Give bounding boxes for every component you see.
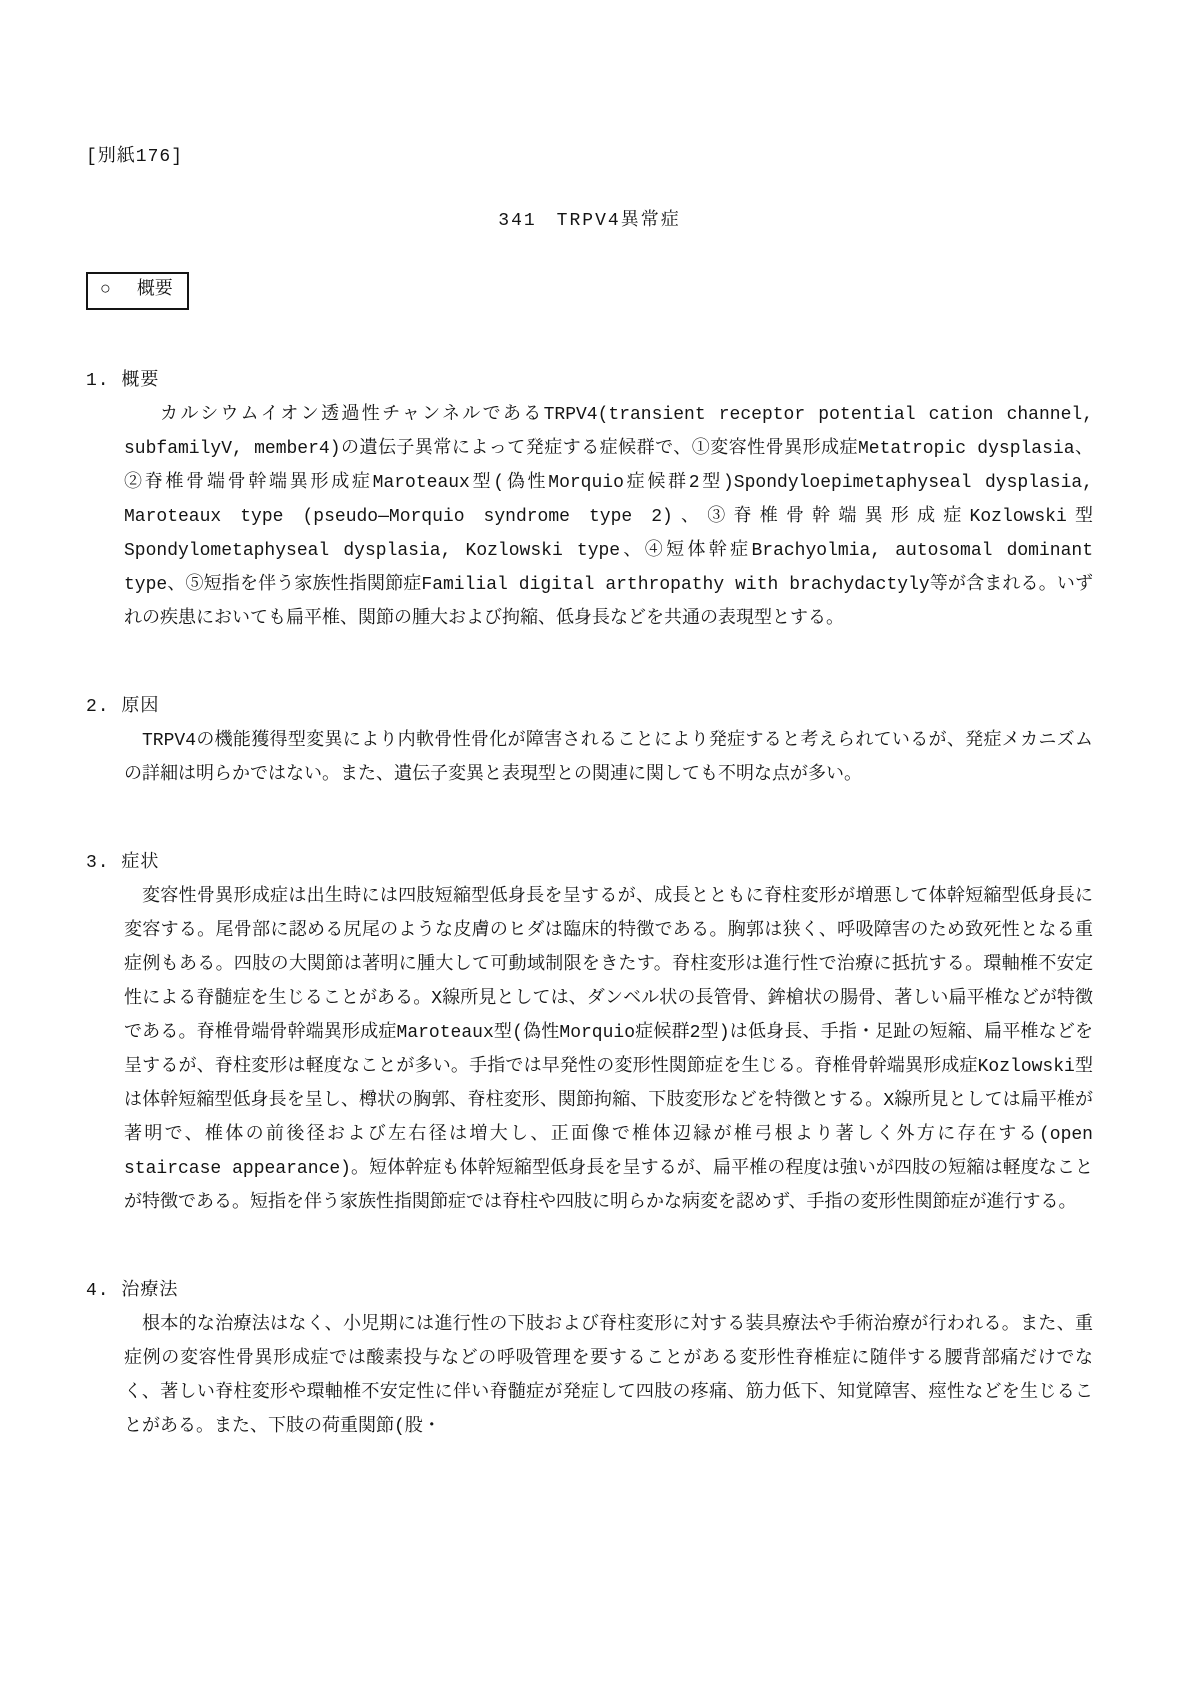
- section-treatment: [86, 1274, 1093, 1444]
- section-overview: [86, 364, 1093, 636]
- section-heading-treatment: 4. 治療法: [86, 1281, 179, 1301]
- section-cause: [86, 690, 1093, 792]
- section-body-cause: TRPV4の機能獲得型変異により内軟骨性骨化が障害されることにより発症すると考えられているが、発症メカニズムの詳細は明らかではない。また、遺伝子変異と表現型との関連に関しても不明な点が多い。: [124, 731, 1093, 785]
- overview-box-label: 概要: [136, 280, 173, 300]
- section-body-symptoms: 変容性骨異形成症は出生時には四肢短縮型低身長を呈するが、成長とともに脊柱変形が増悪して体幹短縮型低身長に変容する。尾骨部に認める尻尾のような皮膚のヒダは臨床的特徴である。胸郭は狭く、呼吸障害のため致死性となる重症例もある。四肢の大関節は著明に腫大して可動域制限をきたす。脊柱変形は進行性で治療に抵抗する。環軸椎不安定性による脊髄症を生じることがある。X線所見としては、ダンベル状の長管骨、鉾槍状の腸骨、著しい扁平椎などが特徴である。脊椎骨端骨幹端異形成症Maroteaux型(偽性Morquio症候群2型)は低身長、手指・足趾の短縮、扁平椎などを呈するが、脊柱変形は軽度なことが多い。手指では早発性の変形性関節症を生じる。脊椎骨幹端異形成症Kozlowski型は体幹短縮型低身長を呈し、樽状の胸郭、脊柱変形、関節拘縮、下肢変形などを特徴とする。X線所見としては扁平椎が著明で、椎体の前後径および左右径は増大し、正面像で椎体辺縁が椎弓根より著しく外方に存在する(open staircase appearance)。短体幹症も体幹短縮型低身長を呈するが、扁平椎の程度は強いが四肢の短縮は軽度なことが特徴である。短指を伴う家族性指関節症では脊柱や四肢に明らかな病変を認めず、手指の変形性関節症が進行する。: [124, 887, 1093, 1213]
- section-body-treatment: 根本的な治療法はなく、小児期には進行性の下肢および脊柱変形に対する装具療法や手術治療が行われる。また、重症例の変容性骨異形成症では酸素投与などの呼吸管理を要することがある変形性脊椎症に随伴する腰背部痛だけでなく、著しい脊柱変形や環軸椎不安定性に伴い脊髄症が発症して四肢の疼痛、筋力低下、知覚障害、痙性などを生じることがある。また、下肢の荷重関節(股・: [124, 1315, 1093, 1437]
- page-title: 341 TRPV4異常症: [498, 211, 681, 231]
- section-heading-symptoms: 3. 症状: [86, 853, 160, 873]
- overview-box: [86, 272, 189, 310]
- attachment-label: [別紙176]: [86, 147, 184, 167]
- section-heading-overview: 1. 概要: [86, 371, 160, 391]
- section-symptoms: [86, 846, 1093, 1220]
- section-body-overview: カルシウムイオン透過性チャンネルであるTRPV4(transient receptor potential cation channel, subfamilyV, member4)の遺伝子異常によって発症する症候群で、①変容性骨異形成症Metatropic dysplasia、②脊椎骨端骨幹端異形成症Maroteaux型(偽性Morquio症候群2型)Spondyloepimetaphyseal dysplasia, Maroteaux type (pseudo—Morquio syndrome type 2)、③脊椎骨幹端異形成症Kozlowski型Spondylometaphyseal dysplasia, Kozlowski type、④短体幹症Brachyolmia, autosomal dominant type、⑤短指を伴う家族性指関節症Familial digital arthropathy with brachydactyly等が含まれる。いずれの疾患においても扁平椎、関節の腫大および拘縮、低身長などを共通の表現型とする。: [124, 405, 1093, 629]
- section-heading-cause: 2. 原因: [86, 697, 160, 717]
- overview-circle-marker: ○: [100, 280, 111, 300]
